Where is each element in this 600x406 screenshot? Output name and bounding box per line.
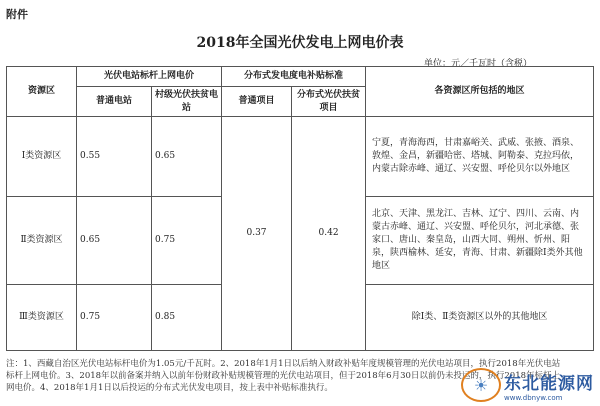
header-ordinary-station: 普通电站 (77, 87, 152, 117)
regions-cell: 除Ⅰ类、Ⅱ类资源区以外的其他地区 (366, 285, 594, 351)
resource-area-cell: Ⅲ类资源区 (7, 285, 77, 351)
regions-cell: 北京、天津、黑龙江、吉林、辽宁、四川、云南、内蒙古赤峰、通辽、兴安盟、呼伦贝尔，河北承德、张家口、唐山、秦皇岛，山西大同、朔州、忻州、阳泉，陕西榆林、延安，青海、甘肃、新疆除Ⅰ类外其他地区 (366, 197, 594, 285)
ordinary-price-cell: 0.55 (77, 117, 152, 197)
header-distributed-subsidy: 分布式发电度电补贴标准 (222, 67, 366, 87)
header-pv-benchmark: 光伏电站标杆上网电价 (77, 67, 222, 87)
header-row-1 (7, 67, 594, 87)
ordinary-price-cell: 0.75 (77, 285, 152, 351)
subsidy-ordinary-cell: 0.37 (222, 117, 292, 351)
header-village-poverty-station: 村级光伏扶贫电站 (152, 87, 222, 117)
watermark (461, 368, 594, 402)
price-table (6, 66, 594, 351)
table-title: 2018年全国光伏发电上网电价表 (196, 35, 404, 51)
table-row (7, 117, 594, 197)
sun-logo-icon: ☀ (461, 368, 501, 402)
village-price-cell: 0.85 (152, 285, 222, 351)
ordinary-price-cell: 0.65 (77, 197, 152, 285)
watermark-main: 东北能源网 (504, 373, 594, 394)
header-regions: 各资源区所包括的地区 (366, 67, 594, 117)
resource-area-cell: Ⅱ类资源区 (7, 197, 77, 285)
footnote: 注：1、西藏自治区光伏电站标杆电价为1.05元/千瓦时。2、2018年1月1日以后纳入财政补贴年度规模管理的光伏电站项目，执行2018年光伏电站标杆上网电价。3、2018年以前备案并纳入以前年份财政补贴规模管理的光伏电站项目，但于2018年6月30日以前仍未投运的，执行2018年标杆上网电价。4、2018年1月1日以后投运的分布式光伏发电项目，按上表中补贴标准执行。 (6, 359, 561, 393)
regions-cell: 宁夏，青海海西，甘肃嘉峪关、武威、张掖、酒泉、敦煌、金昌，新疆哈密、塔城、阿勒泰、克拉玛依，内蒙古除赤峰、通辽、兴安盟、呼伦贝尔以外地区 (366, 117, 594, 197)
resource-area-cell: Ⅰ类资源区 (7, 117, 77, 197)
unit-label: 单位：元／千瓦时（含税） (423, 59, 532, 69)
header-distributed-poverty-project: 分布式光伏扶贫项目 (292, 87, 366, 117)
watermark-sub: www.dbnyw.com (504, 393, 563, 402)
subsidy-poverty-cell: 0.42 (292, 117, 366, 351)
header-ordinary-project: 普通项目 (222, 87, 292, 117)
header-resource-area: 资源区 (7, 67, 77, 117)
village-price-cell: 0.75 (152, 197, 222, 285)
village-price-cell: 0.65 (152, 117, 222, 197)
attachment-label: 附件 (6, 8, 28, 21)
watermark-text (504, 369, 594, 402)
